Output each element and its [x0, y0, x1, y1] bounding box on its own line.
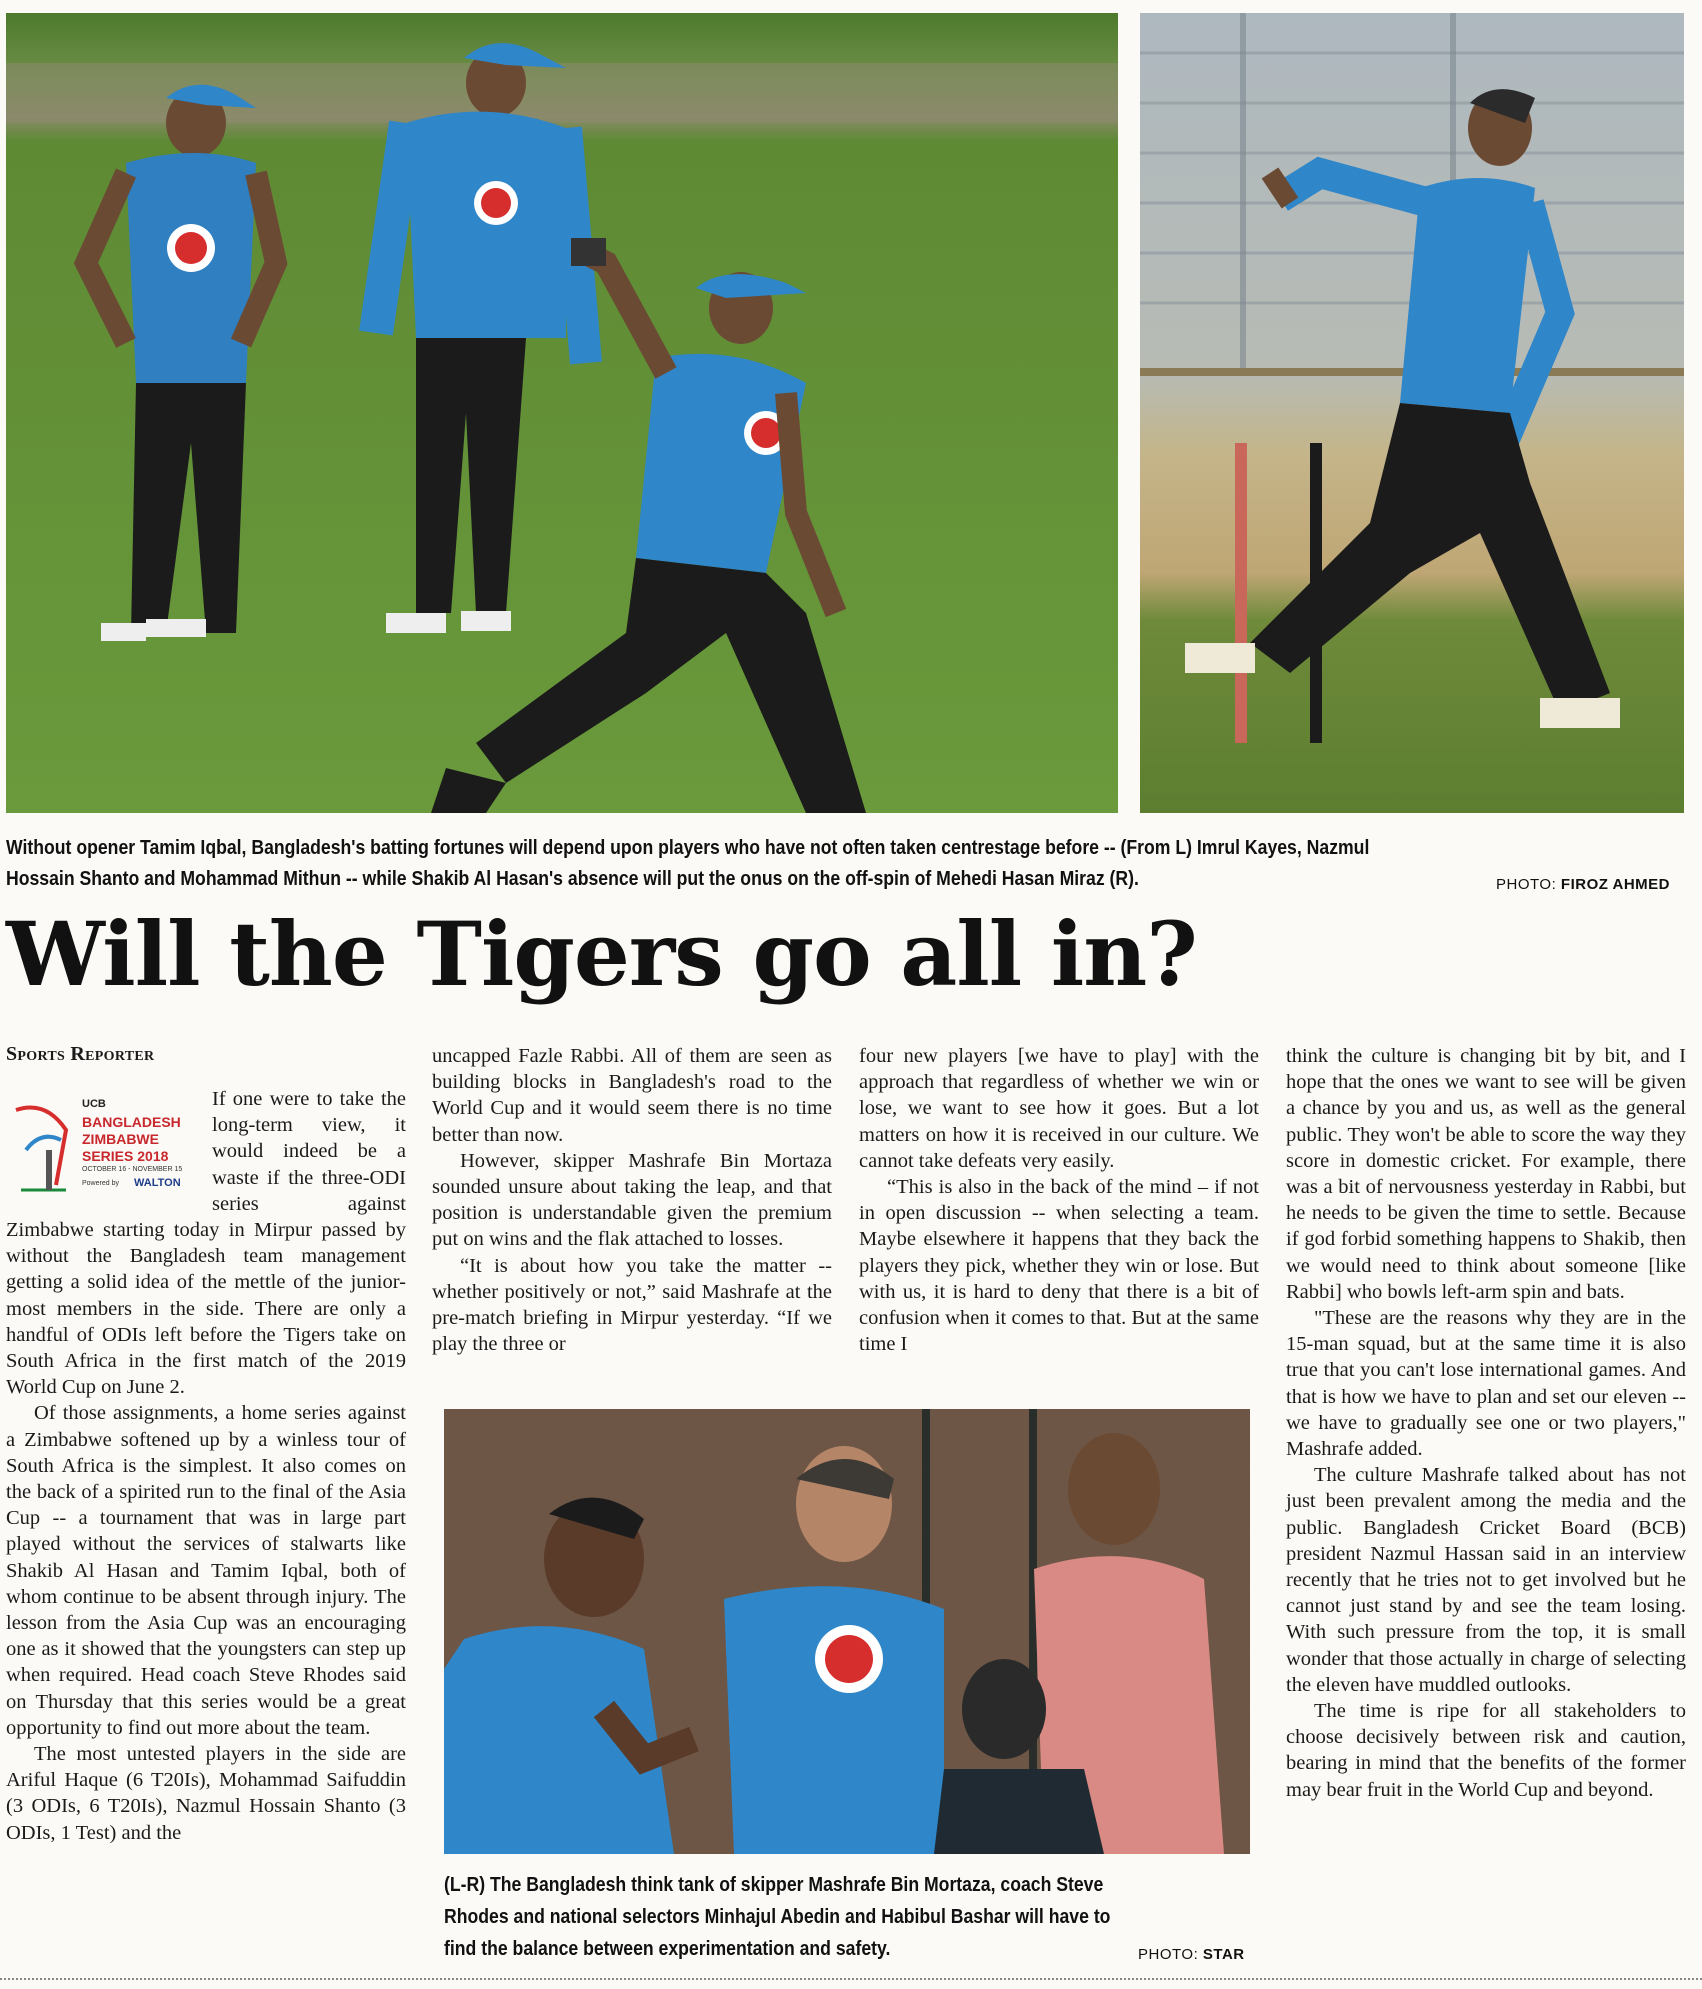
logo-line-3: SERIES 2018 [82, 1148, 169, 1164]
photo-practice-trio [6, 13, 1118, 813]
column-3 [859, 1043, 1259, 1357]
top-photo-credit-label: PHOTO: [1496, 876, 1557, 893]
headline: Will the Tigers go all in? [6, 902, 1197, 1006]
logo-line-2: ZIMBABWE [82, 1131, 159, 1147]
column-1 [6, 1086, 406, 1846]
column-2 [432, 1043, 832, 1357]
col2-paragraph-3: “It is about how you take the matter -- whether positively or not,” said Mashrafe at the pre-match briefing in Mirpur yesterday. “If we play the three or [432, 1254, 832, 1356]
bottom-photo-credit [1138, 1946, 1245, 1963]
logo-sponsor: WALTON [134, 1177, 181, 1189]
col1-paragraph-2: Of those assignments, a home series against a Zimbabwe softened up by a winless tour of South Africa is the simplest. It also comes on the back of a spirited run to the final of the Asia Cup -- a tournament that was in large part played without the services of stalwarts like Shakib Al Hasan and Tamim Iqbal, both of whom continue to be absent through injury. The lesson from the Asia Cup was an encouraging one as it showed that the youngsters can step up when required. Head coach Steve Rhodes said on Thursday that this series would be a great opportunity to find out more about the team. [6, 1402, 406, 1739]
top-caption-line-1: Without opener Tamim Iqbal, Bangladesh's batting fortunes will depend upon players who have not often taken centrestage before -- (From L) Imrul Kayes, Nazmul [6, 836, 1370, 859]
photo-bowler-image [1140, 13, 1684, 813]
logo-ucb: UCB [82, 1098, 106, 1110]
col2-paragraph-2: However, skipper Mashrafe Bin Mortaza sounded unsure about taking the leap, and that position is understandable given the premium put on wins and the flak attached to losses. [432, 1149, 832, 1251]
photo-bowler [1140, 13, 1684, 813]
col4-paragraph-2: "These are the reasons why they are in the 15-man squad, but at the same time it is also true that you can't lose international games. And that is how we have to plan and set our eleven -- we have to gradually see one or two players," Mashrafe added. [1286, 1307, 1686, 1461]
photo-practice-trio-image [6, 13, 1118, 813]
col3-paragraph-1: four new players [we have to play] with the approach that regardless of whether we win or lose, we want to see how it goes. But a lot matters on how it is received in our culture. We cannot take defeats very easily. [859, 1045, 1259, 1172]
col3-paragraph-2: “This is also in the back of the mind – if not in open discussion -- when selecting a team. Maybe elsewhere it happens that they back the players they pick, whether they win or lose. But with us, it is hard to deny that there is a bit of confusion when it comes to that. But at the same time I [859, 1176, 1259, 1356]
bottom-photo-credit-name: STAR [1202, 1946, 1245, 1963]
logo-dates: OCTOBER 16 - NOVEMBER 15 [82, 1166, 183, 1173]
column-4 [1286, 1043, 1686, 1803]
bottom-photo-credit-label: PHOTO: [1138, 1946, 1199, 1963]
top-photo-credit-name: FIROZ AHMED [1560, 876, 1671, 893]
col1-paragraph-1: If one were to take the long-term view, it would indeed be a waste if the three-ODI series against Zimbabwe starting today in Mirpur passed by without the Bangladesh team management getting a solid idea of the mettle of the junior-most members in the side. There are only a handful of ODIs left before the Tigers take on South Africa in the first match of the 2019 World Cup on June 2. [6, 1088, 406, 1399]
top-photo-credit [1496, 876, 1670, 893]
col2-paragraph-1: uncapped Fazle Rabbi. All of them are seen as building blocks in Bangladesh's road to the World Cup and it would seem there is no time better than now. [432, 1045, 832, 1146]
col1-paragraph-3: The most untested players in the side are Ariful Haque (6 T20Is), Mohammad Saifuddin (3 ODIs, 6 T20Is), Nazmul Hossain Shanto (3 ODIs, 1 Test) and the [6, 1743, 406, 1844]
bottom-caption-line-3: find the balance between experimentation and safety. [444, 1937, 891, 1960]
photo-think-tank [444, 1409, 1250, 1854]
bottom-caption-line-1: (L-R) The Bangladesh think tank of skipper Mashrafe Bin Mortaza, coach Steve [444, 1873, 1104, 1896]
page-bottom-rule [0, 1978, 1702, 1980]
byline: Sports Reporter [6, 1043, 155, 1065]
bottom-caption-line-2: Rhodes and national selectors Minhajul Abedin and Habibul Bashar will have to [444, 1905, 1111, 1928]
col4-paragraph-1: think the culture is changing bit by bit, and I hope that the ones we want to see will be given a chance by you and us, as well as the general public. They won't be able to score the way they score in domestic cricket. For example, there was a bit of nervousness yesterday in Rabbi, but he needs to be given the time to settle. Because if god forbid something happens to Shakib, then we would need to think about someone [like Rabbi] who bowls left-arm spin and bats. [1286, 1045, 1686, 1303]
series-logo [6, 1090, 202, 1202]
photo-think-tank-image [444, 1409, 1250, 1854]
logo-line-1: BANGLADESH [82, 1114, 181, 1130]
logo-powered: Powered by [82, 1180, 119, 1187]
top-caption-line-2: Hossain Shanto and Mohammad Mithun -- while Shakib Al Hasan's absence will put the onus on the off-spin of Mehedi Hasan Miraz (R). [6, 867, 1139, 890]
col4-paragraph-4: The time is ripe for all stakeholders to choose decisively between risk and caution, bearing in mind that the benefits of the former may bear fruit in the World Cup and beyond. [1286, 1700, 1686, 1801]
col4-paragraph-3: The culture Mashrafe talked about has not just been prevalent among the media and the public. Bangladesh Cricket Board (BCB) president Nazmul Hassan said in an interview recently that he tries not to get involved but he cannot just stand by and see the team losing. With such pressure from the top, it is small wonder that those actually in charge of selecting the eleven have muddled outlooks. [1286, 1464, 1686, 1696]
